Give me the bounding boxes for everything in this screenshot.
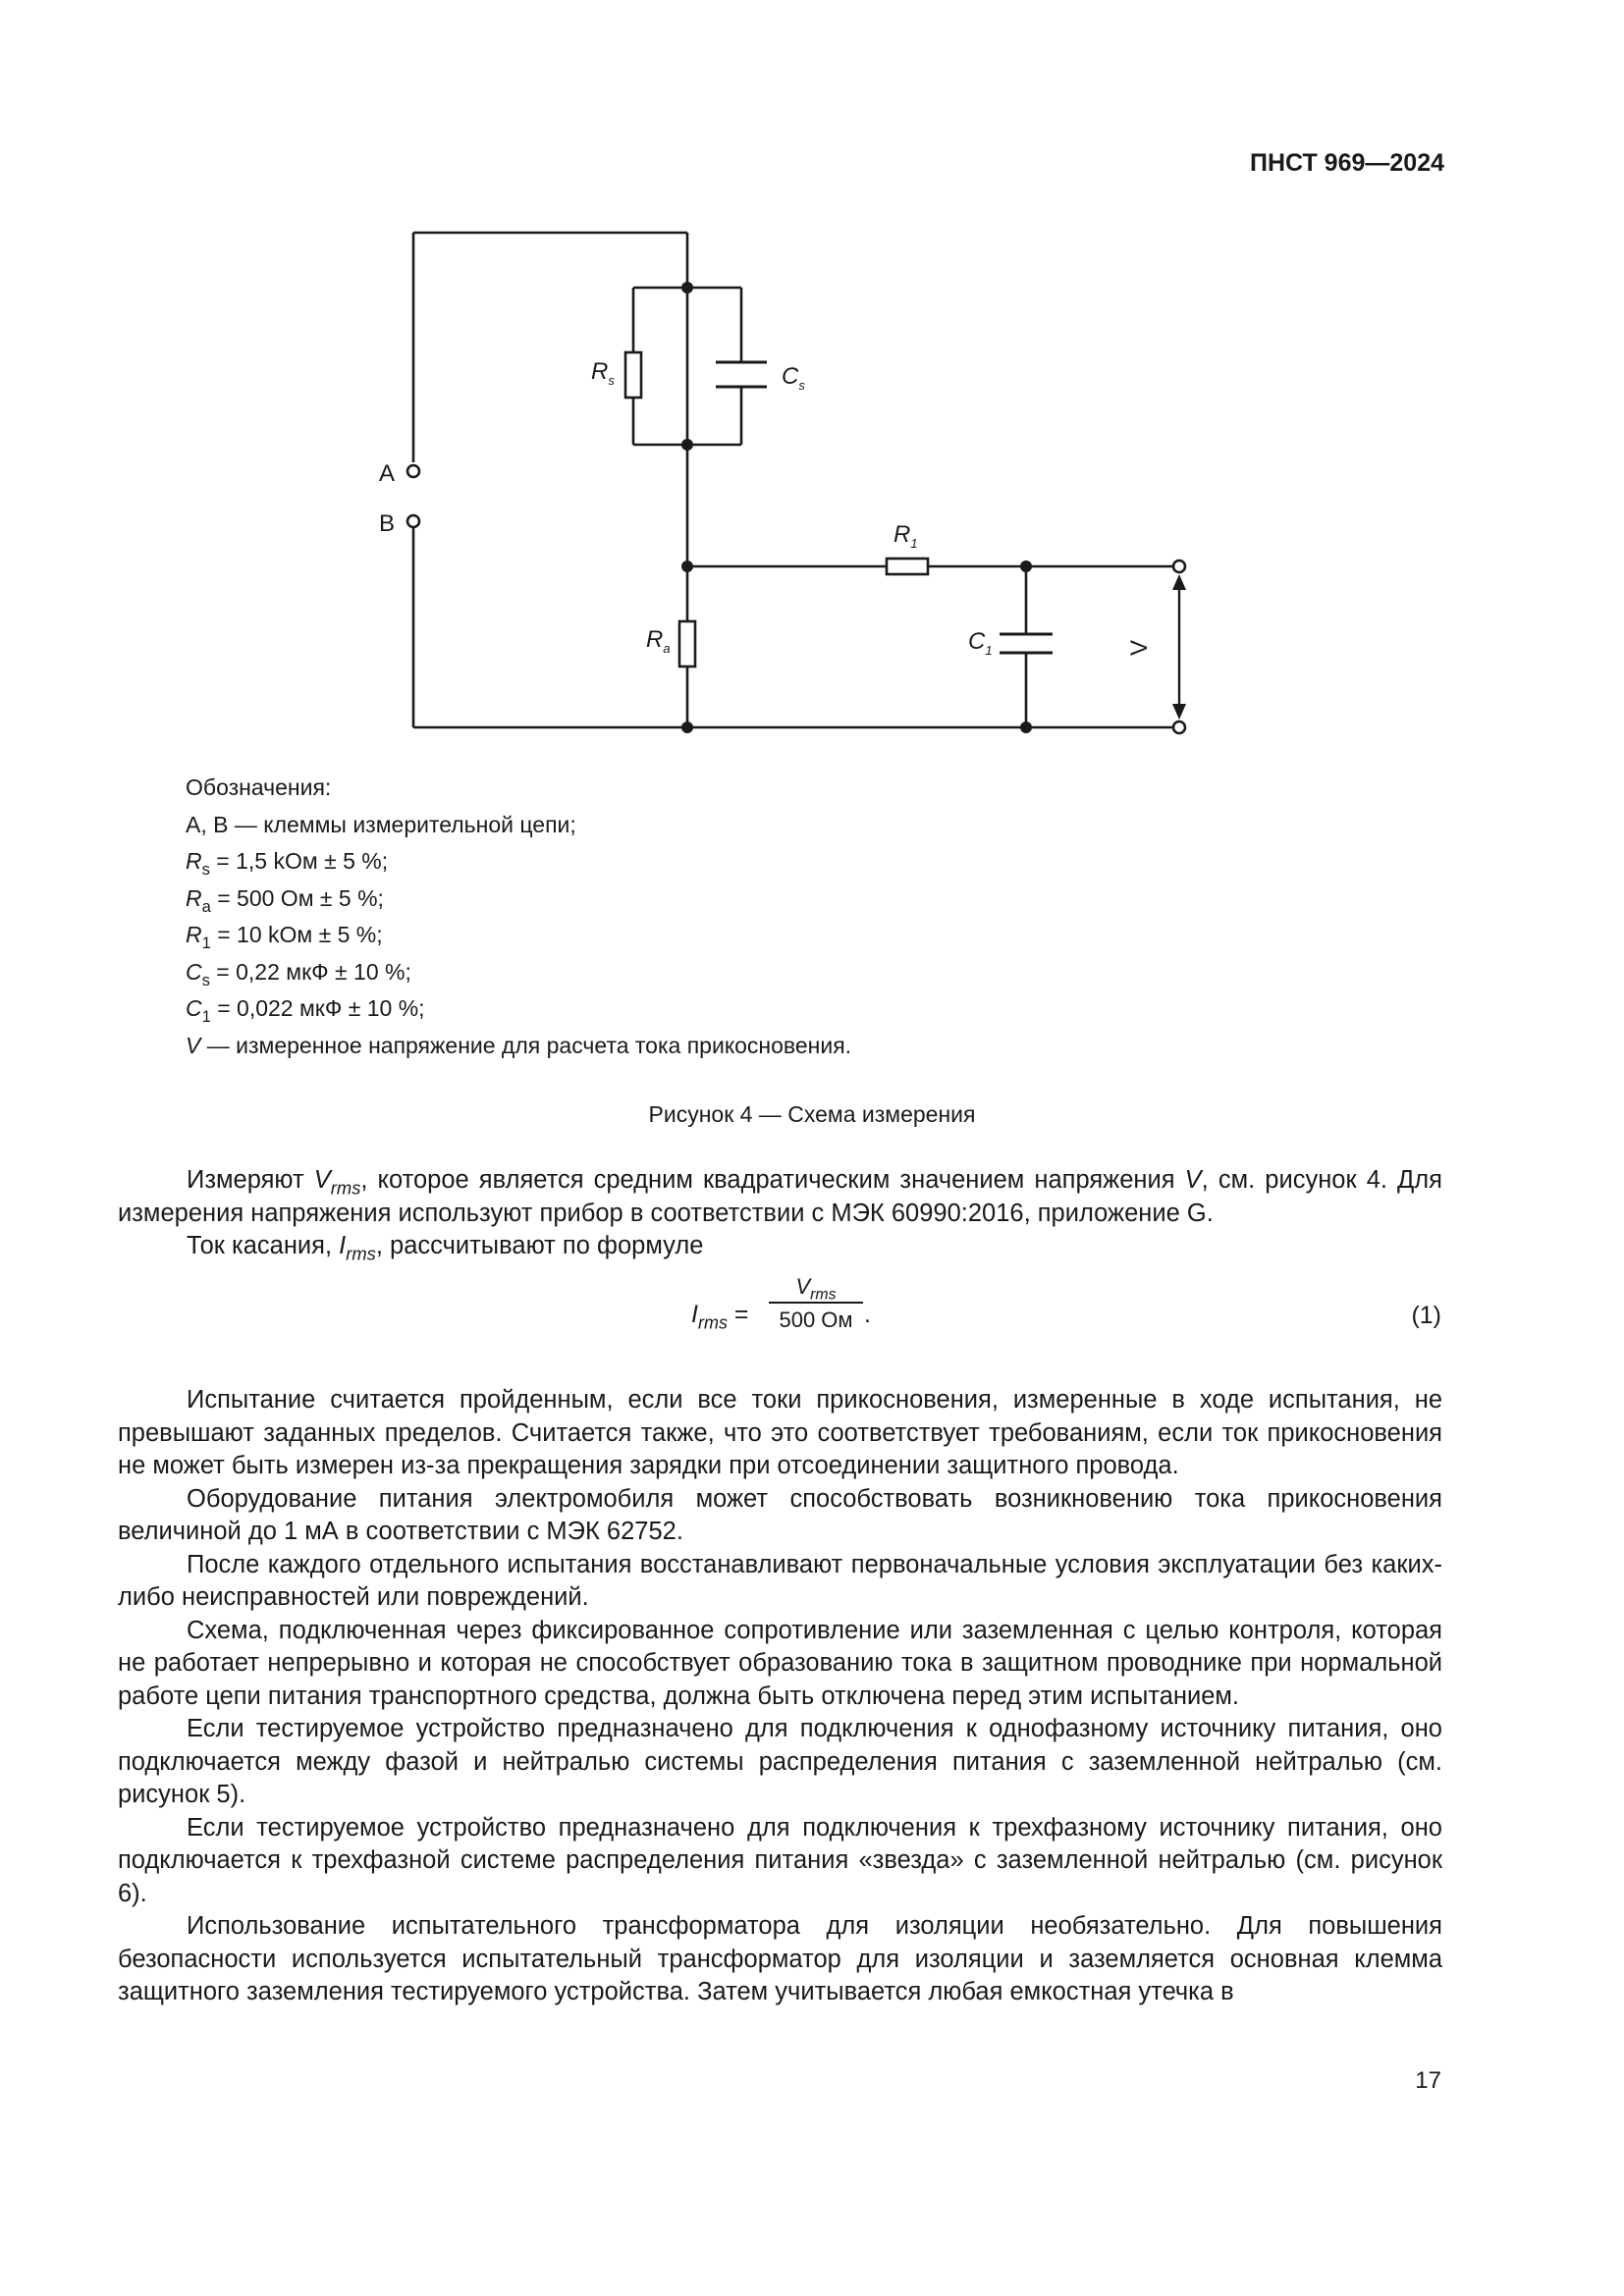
legend-cs: $C_s = 0,22$ мкФ ± 10 %;	[186, 958, 411, 989]
resistor-r1	[887, 559, 928, 574]
junction-dots	[681, 282, 1032, 733]
formula-numerator: $V_{rms}$	[795, 1274, 837, 1304]
formula-1	[0, 1274, 1624, 1353]
figure-legend	[186, 770, 851, 1064]
paragraph: Если тестируемое устройство предназначено для подключения к трехфазному источнику питания, оно подключается к трехфазной системе распределения питания «звезда» с заземленной нейтралью (см. рисунок 6).	[118, 1813, 1442, 1907]
paragraph: После каждого отдельного испытания восстанавливают первоначальные условия эксплуатации без каких-либо неисправностей или повреждений.	[118, 1550, 1442, 1611]
formula-period: .	[864, 1301, 871, 1328]
formula-fraction	[769, 1274, 863, 1333]
terminal-a	[407, 465, 419, 477]
paragraph: Схема, подключенная через фиксированное сопротивление или заземленная с целью контроля, которая не работает непрерывно и которая не способствует образованию тока в защитном проводнике при нормальной работе цепи питания транспортного средства, должна быть отключена перед этим испытанием.	[118, 1616, 1442, 1710]
output-terminal-top	[1173, 561, 1185, 572]
capacitor-cs	[716, 362, 767, 387]
equation-number: (1)	[1411, 1302, 1441, 1329]
terminal-b	[407, 515, 419, 527]
legend-v: V — измеренное напряжение для расчета тока прикосновения.	[186, 1032, 852, 1058]
legend-ab: А, В — клеммы измерительной цепи;	[186, 811, 576, 837]
paragraph-vrms: Измеряют $V_{rms}$, которое является средним квадратическим значением напряжения V, см. рисунок 4. Для измерения напряжения используют прибор в соответствии с МЭК 60990:2016, приложение G.	[118, 1166, 1442, 1227]
formula-lhs: $I_{rms}$ =	[691, 1301, 749, 1333]
text-block-2	[118, 1384, 1442, 2009]
capacitor-c1	[1000, 634, 1053, 653]
v-label: V	[1126, 639, 1153, 657]
resistor-ra	[679, 621, 695, 667]
legend-c1: $C_1 = 0,022$ мкФ ± 10 %;	[186, 995, 425, 1026]
legend-title: Обозначения:	[186, 774, 332, 800]
paragraph: Использование испытательного трансформатора для изоляции необязательно. Для повышения безопасности используется испытательный трансформатор для изоляции и заземляется основная клемма защитного заземления тестируемого устройства. Затем учитывается любая емкостная утечка в	[118, 1912, 1442, 2005]
page-number: 17	[1415, 2067, 1441, 2094]
cs-label: $C_s$	[782, 363, 805, 393]
document-code: ПНСТ 969—2024	[1250, 149, 1444, 177]
paragraph: Если тестируемое устройство предназначено для подключения к однофазному источнику питания, оно подключается между фазой и нейтралью системы распределения питания с заземленной нейтралью (см. рисунок 5).	[118, 1715, 1442, 1808]
terminal-a-label: A	[379, 460, 396, 487]
ra-label: $R_a$	[646, 626, 671, 656]
output-terminal-bottom	[1173, 721, 1185, 733]
legend-rs: $R_s = 1,5$ kОм ± 5 %;	[186, 848, 389, 879]
text-block-1	[118, 1164, 1442, 1263]
paragraph: Оборудование питания электромобиля может способствовать возникновению тока прикосновения величиной до 1 мА в соответствии с МЭК 62752.	[118, 1484, 1442, 1545]
paragraph-touch-current: Ток касания, $I_{rms}$, рассчитывают по формуле	[187, 1232, 704, 1264]
measurement-circuit-diagram	[0, 0, 1624, 766]
terminal-b-label: B	[379, 510, 396, 537]
voltage-arrow	[1172, 574, 1186, 720]
r1-label: $R_1$	[893, 521, 918, 551]
formula-denominator: 500 Ом	[779, 1307, 853, 1332]
circuit-wires	[413, 233, 1177, 727]
c1-label: $C_1$	[968, 628, 993, 658]
rs-label: $R_s$	[591, 358, 615, 388]
resistor-rs	[625, 352, 641, 398]
legend-ra: $R_a = 500$ Ом ± 5 %;	[186, 884, 384, 916]
figure-caption: Рисунок 4 — Схема измерения	[648, 1101, 976, 1127]
paragraph: Испытание считается пройденным, если все токи прикосновения, измеренные в ходе испытания, не превышают заданных пределов. Считается также, что это соответствует требованиям, если ток прикосновения не может быть измерен из-за прекращения зарядки при отсоединении защитного провода.	[118, 1386, 1442, 1479]
legend-r1: $R_1 = 10$ kОм ± 5 %;	[186, 922, 383, 952]
